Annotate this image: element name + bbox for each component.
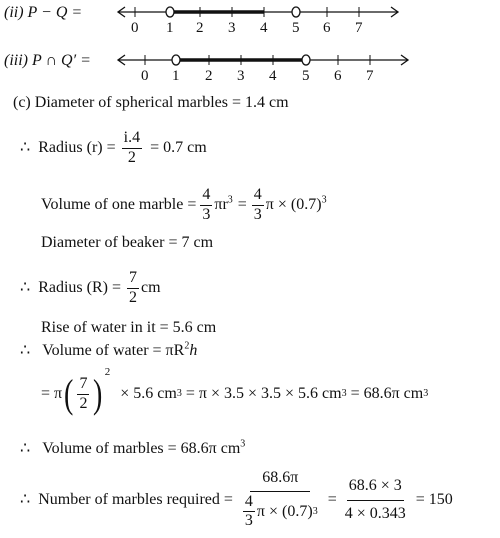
open-circle-marker xyxy=(172,55,180,65)
pi-r-cubed: $\pi r^3$ xyxy=(214,194,233,213)
tick-label: 1 xyxy=(166,20,174,36)
radius-r-fraction: $\frac{i.4}{2}$ xyxy=(123,128,141,166)
rise-line: Rise of water in it = 5.6 cm xyxy=(41,319,217,336)
open-circle-marker xyxy=(292,7,300,17)
radius-r-label: Radius (r) = xyxy=(38,139,116,156)
radius-R-line: ∴ Radius (R) = $\frac{7}{2}$ cm xyxy=(20,268,161,306)
volume-water-line: ∴ Volume of water = $\pi R^2h$ xyxy=(20,340,198,359)
tick-label: 2 xyxy=(205,68,213,84)
number-line-ii-label: (ii) P − Q = xyxy=(4,4,83,21)
therefore-symbol: ∴ xyxy=(20,139,31,156)
open-circle-marker xyxy=(166,7,174,17)
number-marbles-line: ∴ Number of marbles required = 68.6π $\frac{4}{3}$ π × (0.7) 3 = $\frac{68.6 \times 3}{4 \times 0.343}$ = 150 xyxy=(20,468,453,530)
tick-label: 7 xyxy=(355,20,363,36)
diameter-beaker-line: Diameter of beaker = 7 cm xyxy=(41,234,214,251)
tick-label: 0 xyxy=(141,68,149,84)
tick-label: 4 xyxy=(269,68,277,84)
number-line-ii-axis xyxy=(118,7,398,17)
tick-label: 2 xyxy=(196,20,204,36)
radius-R-fraction: $\frac{7}{2}$ xyxy=(128,268,137,306)
tick-label: 4 xyxy=(260,20,268,36)
fraction-four-thirds: $\frac{4}{3}$ xyxy=(253,185,262,223)
tick-label: 1 xyxy=(172,68,180,84)
second-fraction: $\frac{68.6 \times 3}{4 \times 0.343}$ xyxy=(344,476,406,522)
open-circle-marker xyxy=(302,55,310,65)
tick-label: 5 xyxy=(302,68,310,84)
tick-label: 5 xyxy=(292,20,300,36)
tick-label: 3 xyxy=(228,20,236,36)
number-line-iii xyxy=(0,48,500,88)
pi-seven-halves-line: = π ( $\frac{7}{2}$ ) 2 × 5.6 cm 3 = π × 3.5 × 3.5 × 5.6 cm 3 = 68.6π cm 3 xyxy=(41,366,429,416)
diameter-marbles-line: (c) Diameter of spherical marbles = 1.4 cm xyxy=(13,94,289,111)
number-line-ii xyxy=(0,0,500,40)
tick-label: 6 xyxy=(334,68,342,84)
fraction-four-thirds: $\frac{4}{3}$ xyxy=(202,185,211,223)
volume-one-marble-line: Volume of one marble = $\frac{4}{3}$ $\pi r^3$ = $\frac{4}{3}$ $\pi \times (0.7)^3$ xyxy=(41,185,327,223)
tick-label: 3 xyxy=(237,68,245,84)
volume-one-label: Volume of one marble = xyxy=(41,196,197,213)
number-line-iii-label: (iii) P ∩ Q′ = xyxy=(4,52,91,69)
volume-marbles-line: ∴ Volume of marbles = 68.6π $cm^3$ xyxy=(20,438,246,457)
radius-r-line xyxy=(20,128,207,166)
radius-r-result: = 0.7 cm xyxy=(150,139,207,156)
seven-halves-fraction: $\frac{7}{2}$ xyxy=(79,374,88,412)
big-fraction: 68.6π $\frac{4}{3}$ π × (0.7) 3 xyxy=(244,468,318,530)
tick-label: 0 xyxy=(131,20,139,36)
pi-times-cubed: $\pi \times (0.7)^3$ xyxy=(265,194,327,213)
tick-label: 7 xyxy=(366,68,374,84)
tick-label: 6 xyxy=(323,20,331,36)
